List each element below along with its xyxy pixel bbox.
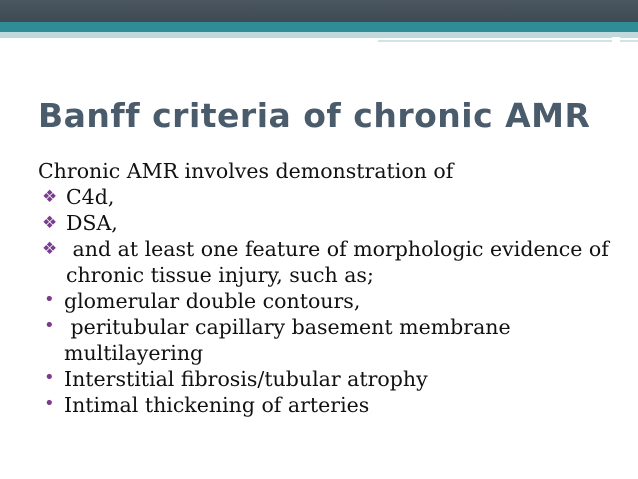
list-item [38, 366, 618, 392]
intro-text: Chronic AMR involves demonstration of [38, 159, 454, 183]
list-item [38, 236, 618, 288]
header-light-bar [0, 32, 638, 38]
list-item [38, 210, 618, 236]
list-item [38, 288, 618, 314]
header-dark-bar [0, 0, 638, 22]
list-item-text: glomerular double contours, [64, 289, 361, 313]
list-item-text: and at least one feature of morphologic evidence of chronic tissue injury, such as; [66, 237, 616, 287]
dot-bullet-icon: • [44, 367, 55, 388]
list-item [38, 392, 618, 418]
diamond-list [38, 184, 618, 288]
diamond-cluster-bullet-icon: ❖ [42, 213, 58, 233]
list-item [38, 314, 618, 366]
list-item [38, 184, 618, 210]
diamond-cluster-bullet-icon: ❖ [42, 239, 58, 259]
slide-title: Banff criteria of chronic AMR [38, 96, 591, 135]
slide-body [38, 158, 618, 418]
list-item-text: Interstitial fibrosis/tubular atrophy [64, 367, 428, 391]
dot-bullet-icon: • [44, 315, 55, 336]
dot-bullet-icon: • [44, 289, 55, 310]
list-item-text: DSA, [66, 211, 118, 235]
list-item-text: C4d, [66, 185, 115, 209]
header-accent-line [378, 40, 638, 42]
dot-bullet-icon: • [44, 393, 55, 414]
list-item-text: peritubular capillary basement membrane multilayering [64, 315, 518, 365]
diamond-cluster-bullet-icon: ❖ [42, 187, 58, 207]
header-accent-notch [612, 37, 620, 43]
dot-list [38, 288, 618, 418]
header-teal-bar [0, 22, 638, 32]
list-item-text: Intimal thickening of arteries [64, 393, 370, 417]
